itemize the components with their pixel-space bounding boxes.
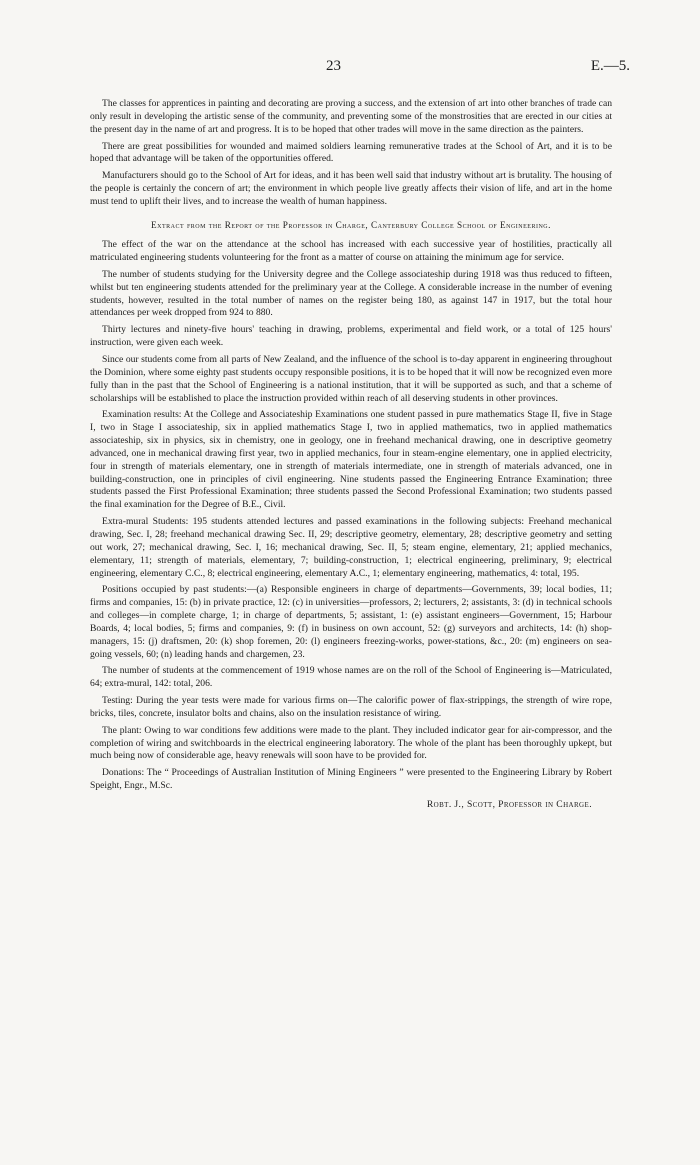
paragraph: The plant: Owing to war conditions few additions were made to the plant. They included indicator gear for air-compressor, and the completion of wiring and switchboards in the electrical engineering laboratory. The whole of the plant has been thoroughly upkept, but much being now of considerable age, heavy renewals will soon have to be provided for. bbox=[90, 724, 612, 762]
paragraph: There are great possibilities for wounded and maimed soldiers learning remunerative trades at the School of Art, and it is to be hoped that advantage will be taken of the opportunities offered. bbox=[90, 140, 612, 165]
paragraph: Testing: During the year tests were made for various firms on—The calorific power of flax-strippings, the strength of wire rope, bricks, tiles, concrete, insulator bolts and chains, also on the insulation resistance of wiring. bbox=[90, 695, 612, 719]
document-reference: E.—5. bbox=[590, 58, 630, 74]
paragraph: Since our students come from all parts of New Zealand, and the influence of the school is to-day apparent in engineering throughout the Dominion, where some eighty past students occupy responsible positions, it is to be hoped that it will now be recognized even more fully than in the past that the School of Engineering is a national institution, that it will be supported as such, and that a scheme of scholarships will be established to place the instruction provided within reach of all deserving students in other provinces. bbox=[90, 354, 612, 404]
paragraph: The number of students at the commencement of 1919 whose names are on the roll of the School of Engineering is—Matriculated, 64; extra-mural, 142: total, 206. bbox=[90, 665, 612, 690]
page-body bbox=[90, 98, 612, 812]
paragraph: Manufacturers should go to the School of Art for ideas, and it has been well said that industry without art is brutality. The housing of the people is certainly the concern of art; the environment in which people live greatly affects their vision of life, and art in the home must tend to uplift their lives, and to increase the wealth of human happiness. bbox=[90, 170, 612, 207]
paragraph: The effect of the war on the attendance at the school has increased with each successive year of hostilities, practically all matriculated engineering students volunteering for the front as a matter of course on attaining the minimum age for service. bbox=[90, 239, 612, 264]
page-number: 23 bbox=[326, 58, 341, 74]
paragraph: The number of students studying for the University degree and the College associateship during 1918 was thus reduced to fifteen, whilst but ten engineering students attended for the preliminary year at the College. A considerable increase in the number of evening students, however, resulted in the total number of names on the register being 180, as against 147 in 1917, but the total hour attendances per week dropped from 924 to 880. bbox=[90, 268, 612, 319]
paragraph: Positions occupied by past students:—(a) Responsible engineers in charge of departments—Governments, 39; local bodies, 11; firms and companies, 15: (b) in private practice, 12: (c) in universities—professors, 2; lecturers, 2; assistants, 3: (d) in technical schools and colleges—in complete charge, 1; in charge of departments, 5; assistant, 1: (e) assistant engineers—Government, 15; Harbour Boards, 4; local bodies, 5; firms and companies, 9: (f) in business on own account, 52: (g) surveyors and architects, 14: (h) shop-managers, 15: (j) draftsmen, 20: (k) shop foremen, 20: (l) engineers freezing-works, power-stations, &c., 20: (m) engineers on sea-going vessels, 60; (n) leading hands and chargemen, 23. bbox=[90, 584, 612, 660]
section-heading: Extract from the Report of the Professor in Charge, Canterbury College School of Engineering. bbox=[151, 219, 551, 230]
paragraph: Donations: The “ Proceedings of Australian Institution of Mining Engineers ” were presented to the Engineering Library by Robert Speight, Engr., M.Sc. bbox=[90, 767, 612, 792]
page-header bbox=[0, 58, 700, 78]
paragraph: Extra-mural Students: 195 students attended lectures and passed examinations in the following subjects: Freehand mechanical drawing, Sec. I, 28; freehand mechanical drawing Sec. II, 29; descriptive geometry, elementary, 28; descriptive geometry and setting out work, 27; mechanical drawing, Sec. I, 16; mechanical drawing, Sec. II, 5; steam engine, elementary, 21; applied mechanics, elementary, 11; strength of materials, elementary, 7; building-construction, 1; electrical engineering, preliminary, 9; electrical engineering, elementary C.C., 8; electrical engineering, elementary A.C., 1; elementary engineering, mathematics, 4: total, 195. bbox=[90, 516, 612, 579]
paragraph: The classes for apprentices in painting and decorating are proving a success, and the extension of art into other branches of trade can only result in developing the artistic sense of the community, and preventing some of the monstrosities that are erected in our cities at the present day in the name of art and progress. It is to be hoped that other trades will move in the same direction as the painters. bbox=[90, 98, 612, 135]
paragraph: Examination results: At the College and Associateship Examinations one student passed in pure mathematics Stage II, five in Stage I, two in Stage I associateship, six in applied mathematics Stage I, two in applied mathematics, two in applied mathematics associateship, six in physics, six in chemistry, one in geology, one in freehand mechanical drawing, one in descriptive geometry advanced, one in mechanical drawing first year, two in applied mechanics, four in steam-engine elementary, one in applied electricity, four in strength of materials elementary, one in strength of materials intermediate, one in strength of materials advanced, one in building-construction, one in principles of civil engineering. Nine students passed the Engineering Entrance Examination; three students passed the First Professional Examination; three students passed the Second Professional Examination; two students passed the final examination for the Degree of B.E., Civil. bbox=[90, 409, 612, 511]
signature: Robt. J., Scott, Professor in Charge. bbox=[426, 799, 592, 810]
paragraph: Thirty lectures and ninety-five hours' teaching in drawing, problems, experimental and field work, or a total of 125 hours' instruction, were given each week. bbox=[90, 324, 612, 349]
